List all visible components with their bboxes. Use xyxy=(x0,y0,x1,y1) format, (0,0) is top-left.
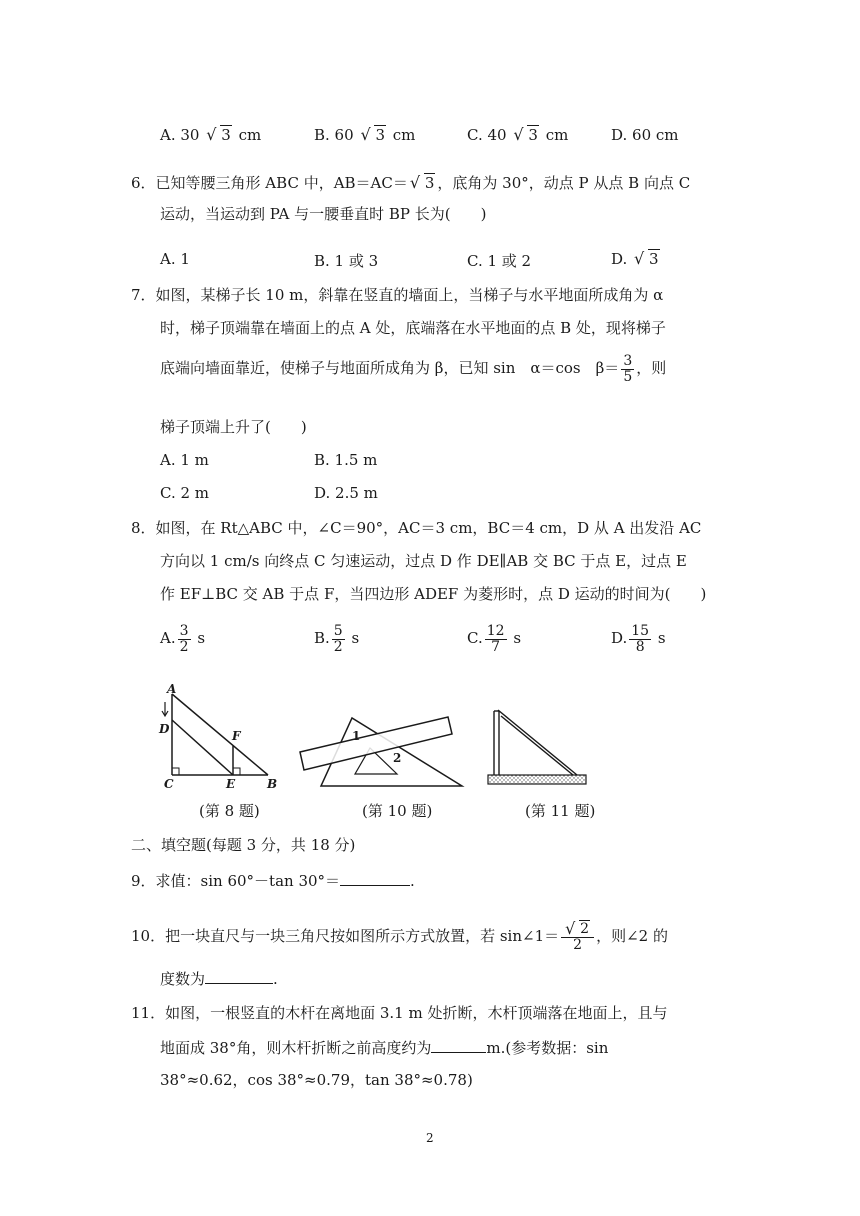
q9-line: 9．求值：sin 60°－tan 30°＝ . xyxy=(131,872,415,890)
caption-figure-11: (第 11 题) xyxy=(525,802,596,820)
q8-line3: 作 EF⊥BC 交 AB 于点 F，当四边形 ADEF 为菱形时，点 D 运动的时间为( ) xyxy=(160,585,707,603)
fig8-label-a: A xyxy=(167,682,177,696)
q7-option-a: A. 1 m xyxy=(160,451,209,469)
q9-answer-blank xyxy=(340,885,410,886)
q6-option-c: C. 1 或 2 xyxy=(467,252,532,270)
q7-option-b: B. 1.5 m xyxy=(314,451,378,469)
q7-option-d: D. 2.5 m xyxy=(314,484,378,502)
fig8-label-e: E xyxy=(226,777,236,790)
q8-line2: 方向以 1 cm/s 向终点 C 匀速运动，过点 D 作 DE∥AB 交 BC 于点 E，过点 E xyxy=(160,552,687,570)
q8-option-a: A. $\frac{3}{2}$ s xyxy=(160,623,206,655)
q10-answer-blank xyxy=(205,983,273,984)
fig8-segment-de xyxy=(172,720,233,775)
fig10-ruler xyxy=(300,717,452,770)
figure-10 xyxy=(292,700,472,792)
q7-line1: 7．如图，某梯子长 10 m，斜靠在竖直的墙面上，当梯子与水平地面所成角为 α xyxy=(131,286,664,304)
q8-option-c: C. $\frac{12}{7}$ s xyxy=(467,623,522,655)
q11-answer-blank xyxy=(431,1052,486,1053)
q8-line1: 8．如图，在 Rt△ABC 中，∠C＝90°，AC＝3 cm，BC＝4 cm，D 从 A 出发沿 AC xyxy=(131,519,702,537)
q11-line3: 38°≈0.62，cos 38°≈0.79，tan 38°≈0.78) xyxy=(160,1071,473,1089)
q8-option-d: D. $\frac{15}{8}$ s xyxy=(611,623,666,655)
figure-8 xyxy=(150,680,290,790)
q5-option-c: C. 40 √ 3 cm xyxy=(467,126,568,144)
q10-line1: 10．把一块直尺与一块三角尺按如图所示方式放置，若 sin∠1＝ √ $\frac{2}{2}$ ，则∠2 的 xyxy=(131,922,668,952)
q7-fraction: $\frac{3}{5}$ xyxy=(623,353,633,385)
page-number: 2 xyxy=(426,1131,434,1145)
figure-11 xyxy=(485,705,595,790)
fig8-label-f: F xyxy=(232,729,241,743)
fig11-ground xyxy=(488,775,586,784)
q7-line2: 时，梯子顶端靠在墙面上的点 A 处，底端落在水平地面的点 B 处，现将梯子 xyxy=(160,319,666,337)
q10-fraction: √ $\frac{2}{2}$ xyxy=(561,922,594,952)
q7-line4: 梯子顶端上升了( ) xyxy=(160,418,307,436)
fig10-label-angle2: 2 xyxy=(393,751,402,765)
q6-option-a: A. 1 xyxy=(160,250,190,268)
q5-option-d: D. 60 cm xyxy=(611,126,679,144)
q6-line2: 运动，当运动到 PA 与一腰垂直时 BP 长为( ) xyxy=(160,205,487,223)
q5-option-b: B. 60 √ 3 cm xyxy=(314,126,415,144)
fig8-label-b: B xyxy=(267,777,278,790)
q11-line1: 11．如图，一根竖直的木杆在离地面 3.1 m 处折断，木杆顶端落在地面上，且与 xyxy=(131,1004,668,1022)
q6-line1: 6．已知等腰三角形 ABC 中，AB＝AC＝√ 3 ，底角为 30°，动点 P 从点 B 向点 C xyxy=(131,172,690,193)
section-heading-fill-in: 二、填空题(每题 3 分，共 18 分) xyxy=(131,836,356,854)
q6-option-d: D. √ 3 xyxy=(611,250,662,268)
q6-option-b: B. 1 或 3 xyxy=(314,252,379,270)
fig8-right-angle-e xyxy=(233,768,240,775)
fig11-broken-top-lower xyxy=(501,716,573,775)
fig8-label-c: C xyxy=(164,777,174,790)
q7-option-c: C. 2 m xyxy=(160,484,210,502)
caption-figure-10: (第 10 题) xyxy=(362,802,433,820)
q5-option-a: A. 30 √ 3 cm xyxy=(160,126,261,144)
q8-option-b: B. $\frac{5}{2}$ s xyxy=(314,623,360,655)
fig10-label-angle1: 1 xyxy=(352,729,361,743)
caption-figure-8: (第 8 题) xyxy=(199,802,260,820)
fig8-right-angle-c xyxy=(172,768,179,775)
q11-line2: 地面成 38°角，则木杆折断之前高度约为 m.(参考数据：sin xyxy=(160,1039,609,1057)
fig11-broken-top-upper xyxy=(498,710,577,775)
fig8-label-d: D xyxy=(159,722,170,736)
q7-line3: 底端向墙面靠近，使梯子与地面所成角为 β，已知 sin α＝cos β＝ $\frac{3}{5}$ ，则 xyxy=(160,353,667,385)
q10-line2: 度数为 . xyxy=(160,970,278,988)
